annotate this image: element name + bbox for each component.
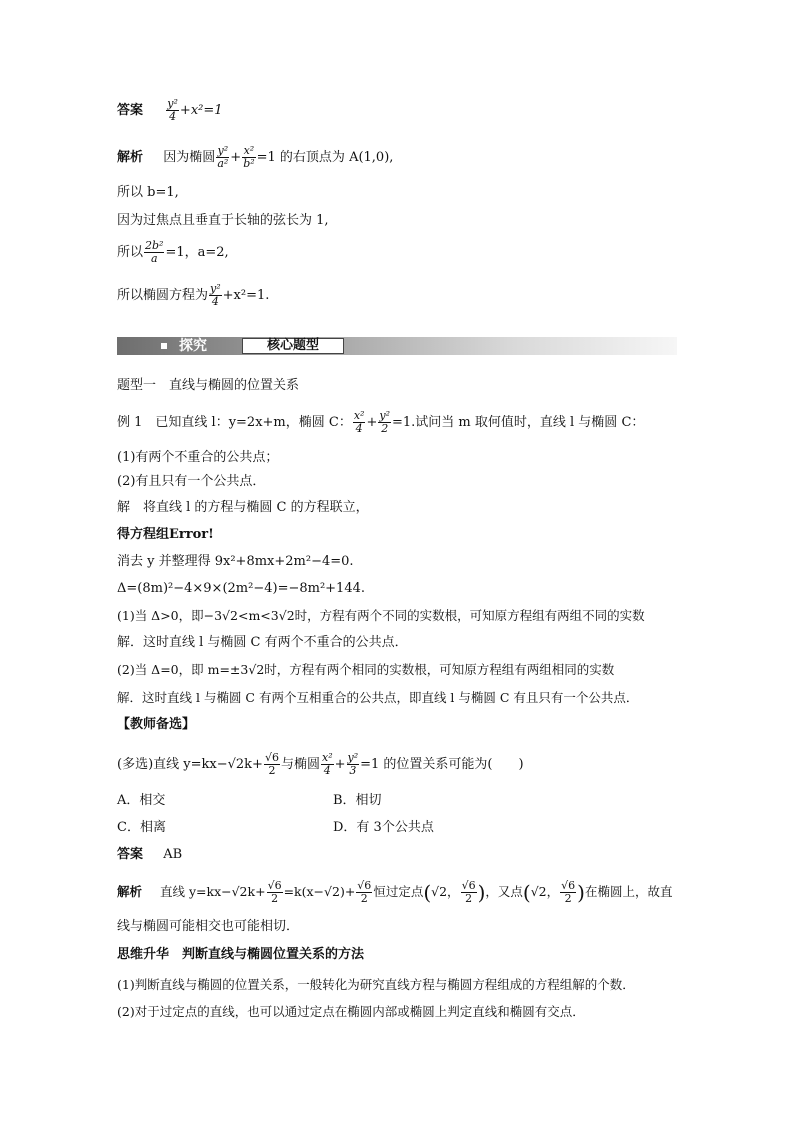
fraction-2b2-a: $\frac{\text{2b²}}{a}$	[145, 239, 164, 265]
text-post: =1 的位置关系可能为( )	[360, 757, 524, 772]
analysis-text-post: =1 的右顶点为 A(1,0),	[256, 150, 394, 165]
solution-intro: 解 将直线 l 的方程与椭圆 C 的方程联立，	[117, 500, 369, 515]
summary-point-1: (1)判断直线与椭圆的位置关系，一般转化为研究直线方程与椭圆方程组成的方程组解的个数．	[117, 977, 635, 992]
banner-title-explore: 探究	[179, 338, 207, 354]
fraction-sqrt6-2: $\frac{√6}{2}$	[461, 879, 476, 905]
question-type-heading: 题型一 直线与椭圆的位置关系	[117, 378, 300, 393]
plus-sign: +	[366, 415, 378, 430]
fraction-y2-4: $\frac{\text{y²}}{4}$	[210, 282, 221, 308]
answer-value: AB	[163, 847, 183, 862]
fraction-sqrt6-2: $\frac{√6}{2}$	[561, 879, 576, 905]
summary-title: 思维升华 判断直线与椭圆位置关系的方法	[117, 947, 365, 962]
solution-case-1a: (1)当 Δ>0，即−3√2<m<3√2时，方程有两个不同的实数根，可知原方程组有两组不同的实数	[117, 608, 645, 623]
point-x: √2，	[431, 884, 460, 899]
multi-choice-question	[117, 752, 524, 777]
plus-sign: +	[230, 150, 242, 165]
analysis-text-pre: 因为椭圆	[163, 150, 216, 165]
teacher-selection-label: 【教师备选】	[117, 717, 196, 732]
summary-point-2: (2)对于过定点的直线，也可以通过定点在椭圆内部或椭圆上判定直线和椭圆有交点．	[117, 1004, 585, 1019]
solution-eliminate: 消去 y 并整理得 9x²+8mx+2m²−4=0.	[117, 554, 354, 569]
text-mid-3: ，又点	[485, 884, 523, 899]
answer-equation: +x²=1	[179, 103, 223, 118]
line-a-equals-2	[117, 240, 229, 265]
solution-delta: Δ=(8m)²−4×9×(2m²−4)=−8m²+144.	[117, 581, 366, 596]
text-pre: (多选)直线 y=kx−√2k+	[117, 757, 263, 772]
text-mid-2: 恒过定点	[373, 884, 424, 899]
text-post: 在椭圆上，故直	[584, 884, 673, 899]
square-bullet-icon	[161, 343, 167, 349]
fraction-sqrt6-2: $\frac{√6}{2}$	[357, 879, 372, 905]
analysis-line-2	[117, 880, 672, 905]
analysis-line-2b: 线与椭圆可能相交也可能相切．	[117, 919, 300, 934]
option-c: C．相离	[117, 820, 166, 835]
text-mid-1: =k(x−√2)+	[283, 884, 356, 899]
answer-label: 答案	[117, 847, 144, 862]
fraction-y2-2: $\frac{\text{y²}}{2}$	[379, 409, 390, 435]
text-pre: 例 1 已知直线 l：y=2x+m，椭圆 C：	[117, 415, 352, 430]
right-paren: )	[577, 880, 585, 905]
option-d: D．有 3个公共点	[333, 820, 434, 835]
text-post: +x²=1.	[222, 288, 270, 303]
question-1: (1)有两个不重合的公共点；	[117, 450, 279, 465]
answer-line-2	[117, 846, 182, 864]
fraction-sqrt6-2: $\frac{√6}{2}$	[267, 879, 282, 905]
text-mid: 与椭圆	[280, 757, 320, 772]
solution-system: 得方程组Error!	[117, 527, 214, 542]
banner-title-core: 核心题型	[242, 338, 344, 354]
fraction-y2-a2: $\frac{\text{y²}}{\text{a²}}$	[217, 144, 229, 170]
solution-case-1b: 解．这时直线 l 与椭圆 C 有两个不重合的公共点．	[117, 635, 408, 650]
option-b: B．相切	[333, 793, 382, 808]
right-paren: )	[477, 880, 486, 905]
fraction-y2-3: $\frac{\text{y²}}{3}$	[347, 751, 359, 777]
left-paren: (	[522, 880, 531, 905]
fraction-x2-4: $\frac{\text{x²}}{4}$	[321, 751, 333, 777]
answer-line-top	[117, 98, 223, 123]
text-pre: 所以	[117, 245, 144, 260]
text-pre: 直线 y=kx−√2k+	[159, 884, 266, 899]
text-pre: 所以椭圆方程为	[117, 288, 209, 303]
example-1-statement	[117, 410, 644, 435]
fraction-sqrt6-2: $\frac{√6}{2}$	[264, 751, 279, 777]
answer-fraction: $\frac{\text{y²}}{4}$	[167, 97, 178, 123]
question-2: (2)有且只有一个公共点．	[117, 474, 266, 489]
text-post: =1.试问当 m 取何值时，直线 l 与椭圆 C：	[392, 415, 645, 430]
plus-sign: +	[334, 757, 346, 772]
analysis-label: 解析	[117, 150, 144, 165]
left-paren: (	[423, 880, 432, 905]
point-x: √2，	[530, 884, 560, 899]
analysis-line-1	[117, 145, 393, 170]
text-post: =1，a=2,	[165, 245, 229, 260]
fraction-x2-4: $\frac{\text{x²}}{4}$	[353, 409, 365, 435]
line-chord-length: 因为过焦点且垂直于长轴的弦长为 1,	[117, 213, 329, 228]
line-b-equals-1: 所以 b=1,	[117, 185, 179, 200]
solution-case-2a: (2)当 Δ=0，即 m=±3√2时，方程有两个相同的实数根，可知原方程组有两组相同的实数	[117, 662, 615, 677]
fraction-x2-b2: $\frac{\text{x²}}{\text{b²}}$	[243, 144, 255, 170]
option-a: A．相交	[117, 793, 166, 808]
analysis-label: 解析	[117, 884, 143, 899]
section-banner	[117, 337, 677, 355]
line-ellipse-equation	[117, 283, 269, 308]
answer-label: 答案	[117, 103, 144, 118]
solution-case-2b: 解．这时直线 l 与椭圆 C 有两个互相重合的公共点，即直线 l 与椭圆 C 有且只有一个公共点．	[117, 690, 639, 705]
